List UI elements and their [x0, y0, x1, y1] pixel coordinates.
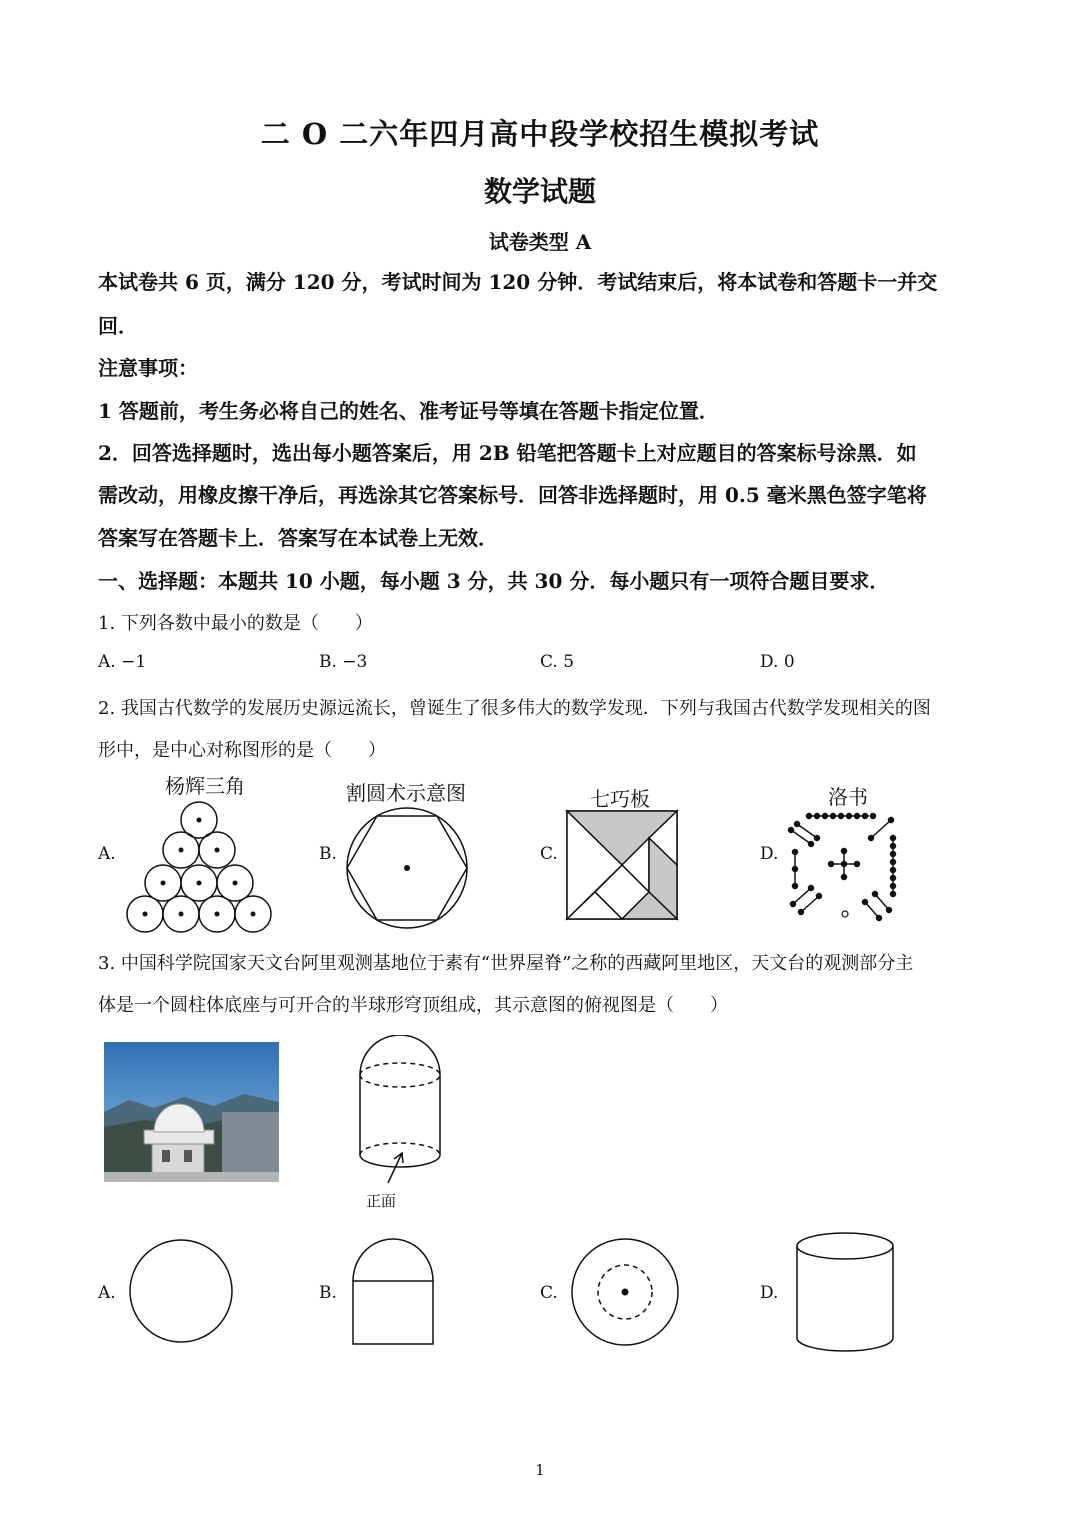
notice-2-line-3: 答案写在答题卡上．答案写在本试卷上无效． — [98, 526, 498, 550]
section-1-heading: 一、选择题：本题共 10 小题，每小题 3 分，共 30 分．每小题只有一项符合题目要求． — [98, 569, 890, 593]
q3-stem-line-1: 3. 中国科学院国家天文台阿里观测基地位于素有“世界屋脊”之称的西藏阿里地区，天文台的观测部分主 — [98, 953, 914, 974]
q2-letter-b: B. — [319, 844, 337, 864]
q2-caption-c: 七巧板 — [590, 787, 650, 811]
q2-caption-d: 洛书 — [828, 785, 868, 809]
q3-letter-d: D. — [760, 1283, 779, 1303]
q2-caption-b: 割圆术示意图 — [346, 781, 466, 805]
front-view-label: 正面 — [366, 1192, 397, 1210]
q3-stem-line-2: 体是一个圆柱体底座与可开合的半球形穹顶组成，其示意图的俯视图是（ ） — [98, 995, 728, 1016]
intro-line-1: 本试卷共 6 页，满分 120 分，考试时间为 120 分钟．考试结束后，将本试卷和答题卡一并交 — [98, 270, 938, 294]
page-number: 1 — [535, 1461, 545, 1479]
q2-letter-d: D. — [760, 844, 779, 864]
subject-title: 数学试题 — [483, 175, 596, 208]
notice-heading: 注意事项： — [98, 356, 198, 380]
notice-2-line-1: 2．回答选择题时，选出每小题答案后，用 2B 铅笔把答题卡上对应题目的答案标号涂黑．如 — [98, 441, 917, 465]
notice-2-line-2: 需改动，用橡皮擦干净后，再选涂其它答案标号．回答非选择题时，用 0.5 毫米黑色签字笔将 — [98, 483, 927, 507]
observatory-photo — [104, 1042, 279, 1182]
circle-cutting-figure — [340, 802, 475, 934]
q2-letter-a: A. — [98, 844, 116, 864]
q1-stem: 1. 下列各数中最小的数是（ ） — [98, 613, 373, 634]
luoshu-figure — [785, 808, 903, 923]
q2-stem-line-2: 形中，是中心对称图形的是（ ） — [98, 740, 386, 761]
exam-title: 二 O 二六年四月高中段学校招生模拟考试 — [260, 117, 820, 151]
q1-option-b: B. −3 — [319, 652, 368, 672]
q2-caption-a: 杨辉三角 — [165, 774, 245, 798]
observatory-sketch — [350, 1035, 450, 1210]
q1-option-c: C. 5 — [540, 652, 575, 672]
intro-line-2: 回． — [98, 314, 138, 338]
q1-option-a: A. −1 — [98, 652, 147, 672]
q3-option-c-figure — [568, 1237, 682, 1347]
notice-1: 1 答题前，考生务必将自己的姓名、准考证号等填在答题卡指定位置． — [98, 399, 719, 423]
tangram-figure — [564, 808, 681, 923]
paper-type: 试卷类型 A — [488, 230, 592, 254]
q3-option-d-figure — [794, 1230, 896, 1354]
q2-letter-c: C. — [540, 844, 558, 864]
q3-letter-c: C. — [540, 1283, 558, 1303]
yanghui-triangle-figure — [120, 798, 280, 938]
q3-letter-b: B. — [319, 1283, 337, 1303]
q3-letter-a: A. — [98, 1283, 116, 1303]
q2-stem-line-1: 2. 我国古代数学的发展历史源远流长，曾诞生了很多伟大的数学发现．下列与我国古代数学发现相关的图 — [98, 698, 931, 719]
q1-option-d: D. 0 — [760, 652, 795, 672]
q3-option-b-figure — [350, 1236, 436, 1348]
q3-option-a-figure — [126, 1238, 236, 1344]
